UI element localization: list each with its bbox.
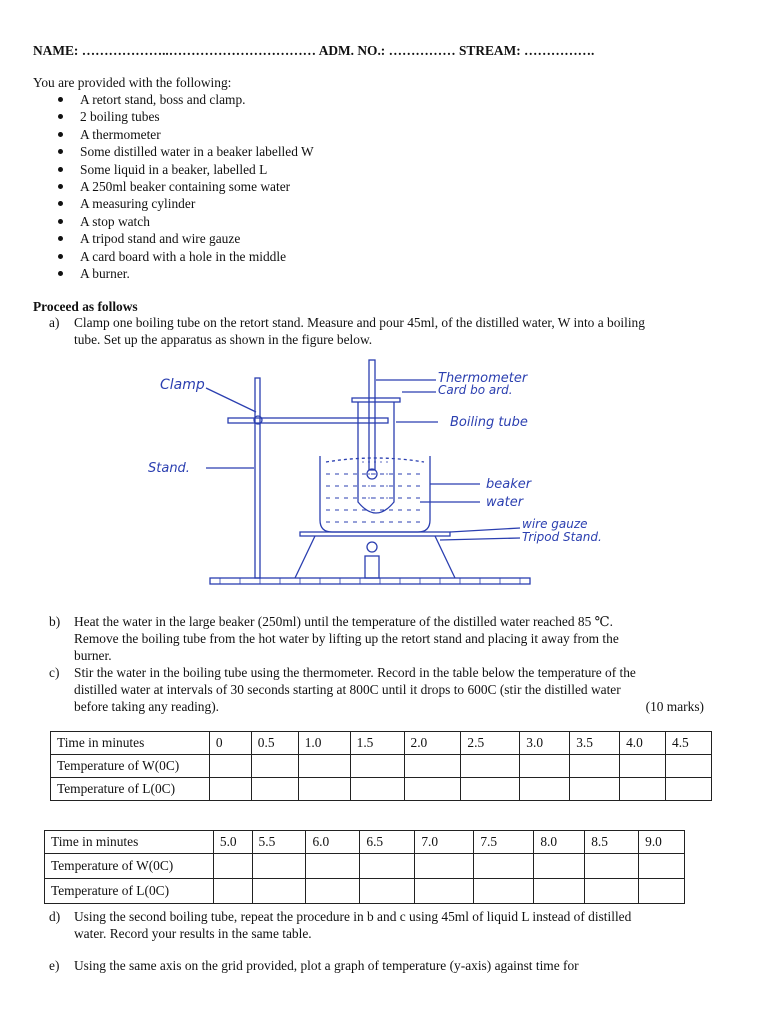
entry-cell[interactable] bbox=[213, 854, 252, 879]
table-row bbox=[51, 755, 712, 778]
step-text bbox=[74, 699, 704, 716]
list-item: A tripod stand and wire gauze bbox=[33, 230, 314, 247]
entry-cell[interactable] bbox=[404, 778, 461, 801]
label-card-board: Card bo ard. bbox=[438, 383, 513, 397]
time-cell: 8.0 bbox=[534, 831, 585, 854]
row-label: Temperature of L(0C) bbox=[51, 778, 210, 801]
step-text: burner. bbox=[74, 647, 112, 663]
entry-cell[interactable] bbox=[474, 854, 534, 879]
step-label: c) bbox=[49, 665, 60, 680]
entry-cell[interactable] bbox=[298, 778, 350, 801]
entry-cell[interactable] bbox=[251, 755, 298, 778]
time-cell: 7.0 bbox=[415, 831, 474, 854]
time-cell: 1.5 bbox=[350, 732, 404, 755]
adm-blank[interactable]: …………… bbox=[388, 43, 456, 58]
label-water: water bbox=[486, 495, 524, 510]
entry-cell[interactable] bbox=[404, 755, 461, 778]
entry-cell[interactable] bbox=[666, 755, 712, 778]
entry-cell[interactable] bbox=[474, 879, 534, 904]
step-text: Stir the water in the boiling tube using the thermometer. Record in the table below the temperature of the bbox=[74, 665, 636, 680]
entry-cell[interactable] bbox=[461, 755, 520, 778]
list-item: 2 boiling tubes bbox=[33, 108, 314, 125]
label-tripod-stand: Tripod Stand. bbox=[522, 530, 602, 544]
time-cell: 7.5 bbox=[474, 831, 534, 854]
entry-cell[interactable] bbox=[570, 778, 620, 801]
step-label: a) bbox=[49, 315, 60, 330]
time-cell: 6.5 bbox=[360, 831, 415, 854]
list-item: A card board with a hole in the middle bbox=[33, 248, 314, 265]
time-cell: 0.5 bbox=[251, 732, 298, 755]
student-details-line bbox=[33, 43, 594, 59]
name-label: NAME: bbox=[33, 43, 79, 58]
entry-cell[interactable] bbox=[360, 879, 415, 904]
label-clamp: Clamp bbox=[160, 377, 205, 393]
list-item: A thermometer bbox=[33, 126, 314, 143]
time-cell: 6.0 bbox=[306, 831, 360, 854]
row-label: Time in minutes bbox=[51, 732, 210, 755]
entry-cell[interactable] bbox=[534, 854, 585, 879]
proceed-heading: Proceed as follows bbox=[33, 299, 138, 314]
table-row bbox=[45, 831, 685, 854]
list-item: A burner. bbox=[33, 265, 314, 282]
clamp-arm bbox=[228, 418, 388, 423]
entry-cell[interactable] bbox=[620, 778, 666, 801]
entry-cell[interactable] bbox=[461, 778, 520, 801]
table-row bbox=[51, 778, 712, 801]
label-thermometer: Thermometer bbox=[438, 371, 528, 386]
time-cell: 4.0 bbox=[620, 732, 666, 755]
step-text-end: before taking any reading). bbox=[74, 698, 220, 714]
label-beaker: beaker bbox=[486, 477, 532, 492]
time-cell: 2.5 bbox=[461, 732, 520, 755]
row-label: Temperature of L(0C) bbox=[45, 879, 214, 904]
list-item: Some distilled water in a beaker labelled W bbox=[33, 143, 314, 160]
step-text: distilled water at intervals of 30 seconds starting at 800C until it drops to 600C (stir the distilled water bbox=[74, 681, 621, 697]
entry-cell[interactable] bbox=[585, 879, 639, 904]
list-item: Some liquid in a beaker, labelled L bbox=[33, 161, 314, 178]
label-stand: Stand. bbox=[148, 461, 190, 476]
entry-cell[interactable] bbox=[639, 879, 685, 904]
name-blank[interactable]: ………………..…………………………… bbox=[81, 43, 317, 58]
time-cell: 3.5 bbox=[570, 732, 620, 755]
time-cell: 2.0 bbox=[404, 732, 461, 755]
entry-cell[interactable] bbox=[306, 854, 360, 879]
entry-cell[interactable] bbox=[350, 778, 404, 801]
step-text: tube. Set up the apparatus as shown in the figure below. bbox=[74, 331, 373, 347]
time-cell: 5.5 bbox=[252, 831, 306, 854]
step-label: d) bbox=[49, 909, 61, 924]
table-row bbox=[51, 732, 712, 755]
step-label: b) bbox=[49, 614, 61, 629]
adm-label: ADM. NO.: bbox=[318, 43, 386, 58]
time-cell: 4.5 bbox=[666, 732, 712, 755]
list-item: A stop watch bbox=[33, 213, 314, 230]
stand-base bbox=[210, 578, 530, 584]
label-wire-gauze: wire gauze bbox=[522, 517, 588, 531]
results-table-2 bbox=[44, 830, 685, 904]
step-label: e) bbox=[49, 958, 60, 973]
entry-cell[interactable] bbox=[639, 854, 685, 879]
entry-cell[interactable] bbox=[585, 854, 639, 879]
step-b bbox=[49, 614, 619, 664]
step-text: Remove the boiling tube from the hot water by lifting up the retort stand and placing it away from the bbox=[74, 630, 619, 646]
entry-cell[interactable] bbox=[415, 879, 474, 904]
card-board bbox=[352, 398, 400, 402]
list-item: A measuring cylinder bbox=[33, 195, 314, 212]
entry-cell[interactable] bbox=[209, 778, 251, 801]
entry-cell[interactable] bbox=[298, 755, 350, 778]
step-c bbox=[49, 665, 704, 715]
entry-cell[interactable] bbox=[306, 879, 360, 904]
time-cell: 0 bbox=[209, 732, 251, 755]
table-row bbox=[45, 879, 685, 904]
entry-cell[interactable] bbox=[251, 778, 298, 801]
step-text: Heat the water in the large beaker (250ml) until the temperature of the distilled water reached 85 ℃. bbox=[74, 614, 613, 629]
entry-cell[interactable] bbox=[350, 755, 404, 778]
entry-cell[interactable] bbox=[415, 854, 474, 879]
entry-cell[interactable] bbox=[213, 879, 252, 904]
apparatus-diagram bbox=[140, 352, 640, 592]
entry-cell[interactable] bbox=[252, 854, 306, 879]
step-text: water. Record your results in the same table. bbox=[74, 925, 312, 941]
stream-label: STREAM: bbox=[458, 43, 521, 58]
stream-blank[interactable]: ……………. bbox=[524, 43, 595, 58]
apparatus-list bbox=[33, 91, 314, 282]
wire-gauze bbox=[300, 532, 450, 536]
entry-cell[interactable] bbox=[252, 879, 306, 904]
entry-cell[interactable] bbox=[620, 755, 666, 778]
time-cell: 9.0 bbox=[639, 831, 685, 854]
step-a bbox=[49, 315, 645, 349]
table-row bbox=[45, 854, 685, 879]
row-label: Temperature of W(0C) bbox=[45, 854, 214, 879]
row-label: Time in minutes bbox=[45, 831, 214, 854]
stand-rod bbox=[255, 378, 260, 578]
step-text: Using the second boiling tube, repeat the procedure in b and c using 45ml of liquid L instead of distilled bbox=[74, 909, 632, 924]
entry-cell[interactable] bbox=[360, 854, 415, 879]
thermometer bbox=[369, 360, 375, 470]
marks: (10 marks) bbox=[645, 698, 704, 714]
step-d bbox=[49, 909, 632, 943]
entry-cell[interactable] bbox=[570, 755, 620, 778]
entry-cell[interactable] bbox=[666, 778, 712, 801]
entry-cell[interactable] bbox=[209, 755, 251, 778]
time-cell: 8.5 bbox=[585, 831, 639, 854]
label-boiling-tube: Boiling tube bbox=[450, 415, 528, 430]
burner bbox=[365, 556, 379, 578]
step-text: Using the same axis on the grid provided, plot a graph of temperature (y-axis) against time for bbox=[74, 958, 579, 973]
entry-cell[interactable] bbox=[520, 755, 570, 778]
time-cell: 1.0 bbox=[298, 732, 350, 755]
entry-cell[interactable] bbox=[534, 879, 585, 904]
row-label: Temperature of W(0C) bbox=[51, 755, 210, 778]
list-item: A 250ml beaker containing some water bbox=[33, 178, 314, 195]
results-table-1 bbox=[50, 731, 712, 801]
entry-cell[interactable] bbox=[520, 778, 570, 801]
list-item: A retort stand, boss and clamp. bbox=[33, 91, 314, 108]
step-text: Clamp one boiling tube on the retort stand. Measure and pour 45ml, of the distilled water, W into a boiling bbox=[74, 315, 645, 330]
time-cell: 5.0 bbox=[213, 831, 252, 854]
time-cell: 3.0 bbox=[520, 732, 570, 755]
step-e bbox=[49, 958, 579, 975]
intro-text: You are provided with the following: bbox=[33, 75, 232, 90]
